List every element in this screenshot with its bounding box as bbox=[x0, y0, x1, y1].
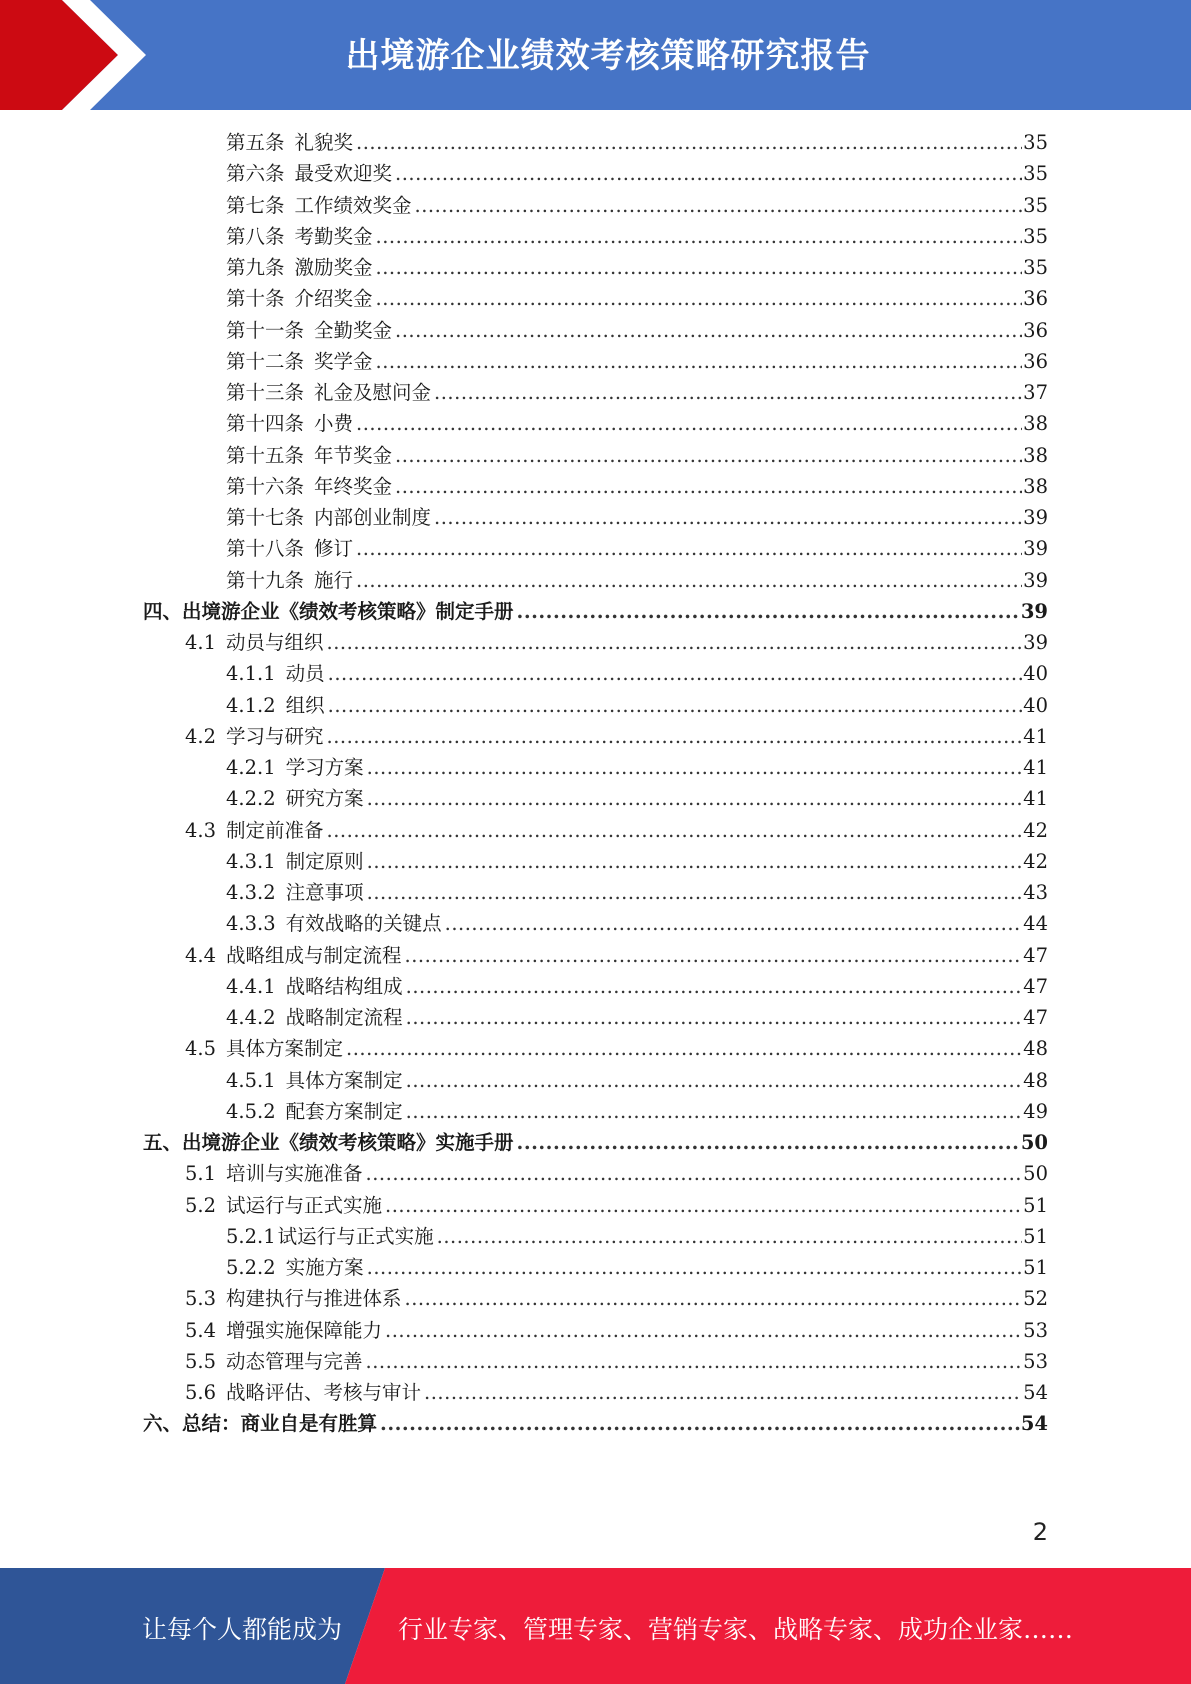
toc-entry-title: 工作绩效奖金 bbox=[294, 194, 412, 217]
toc-entry-title: 学习与研究 bbox=[226, 725, 324, 748]
toc-entry[interactable] bbox=[226, 408, 1048, 439]
toc-entry[interactable] bbox=[226, 1096, 1048, 1127]
toc-entry-number: 4.4.1 bbox=[226, 975, 276, 998]
toc-entry[interactable] bbox=[185, 627, 1048, 658]
toc-entry[interactable] bbox=[226, 471, 1048, 502]
toc-entry[interactable] bbox=[226, 252, 1048, 283]
toc-dot-leader bbox=[434, 502, 1022, 533]
toc-entry-title: 礼金及慰问金 bbox=[314, 381, 432, 404]
toc-dot-leader bbox=[437, 1221, 1023, 1252]
toc-dot-leader bbox=[366, 1346, 1023, 1377]
toc-entry-title: 总结：商业自是有胜算 bbox=[182, 1412, 378, 1435]
toc-entry[interactable] bbox=[226, 377, 1048, 408]
toc-entry[interactable] bbox=[185, 1377, 1048, 1408]
toc-entry-number: 第九条 bbox=[226, 256, 285, 279]
toc-entry[interactable] bbox=[226, 440, 1048, 471]
toc-entry-page: 36 bbox=[1023, 319, 1048, 342]
toc-entry-number: 第十一条 bbox=[226, 319, 305, 342]
toc-entry[interactable] bbox=[226, 658, 1048, 689]
toc-entry-page: 42 bbox=[1023, 850, 1048, 873]
toc-entry[interactable] bbox=[226, 1252, 1048, 1283]
footer-slogan-left: 让每个人都能成为 bbox=[142, 1615, 343, 1644]
toc-entry-page: 35 bbox=[1023, 225, 1048, 248]
toc-entry-title: 礼貌奖 bbox=[294, 131, 354, 154]
toc-entry-number: 5.2 bbox=[185, 1194, 217, 1217]
toc-entry-page: 35 bbox=[1023, 256, 1048, 279]
toc-entry-page: 40 bbox=[1023, 662, 1048, 685]
toc-entry-number: 4.4.2 bbox=[226, 1006, 276, 1029]
toc-entry-page: 53 bbox=[1023, 1350, 1048, 1373]
toc-entry-title: 介绍奖金 bbox=[294, 287, 373, 310]
toc-entry-title: 组织 bbox=[285, 694, 325, 717]
toc-entry-page: 48 bbox=[1023, 1037, 1048, 1060]
toc-entry-number: 5.5 bbox=[185, 1350, 217, 1373]
toc-dot-leader bbox=[405, 940, 1023, 971]
toc-dot-leader bbox=[376, 346, 1023, 377]
toc-entry[interactable] bbox=[226, 565, 1048, 596]
toc-entry-page: 38 bbox=[1023, 444, 1048, 467]
toc-entry[interactable] bbox=[226, 783, 1048, 814]
toc-entry-page: 38 bbox=[1023, 412, 1048, 435]
toc-dot-leader bbox=[356, 533, 1022, 564]
toc-entry-title: 战略结构组成 bbox=[285, 975, 403, 998]
toc-entry-title: 战略制定流程 bbox=[285, 1006, 403, 1029]
toc-entry-page: 54 bbox=[1020, 1412, 1048, 1435]
toc-dot-leader bbox=[406, 1096, 1023, 1127]
toc-entry[interactable] bbox=[185, 1158, 1048, 1189]
toc-dot-leader bbox=[327, 627, 1023, 658]
page-number: 2 bbox=[1032, 1518, 1048, 1546]
toc-entry-title: 有效战略的关键点 bbox=[285, 912, 442, 935]
toc-dot-leader bbox=[395, 440, 1022, 471]
toc-entry-page: 38 bbox=[1023, 475, 1048, 498]
toc-entry-title: 动员与组织 bbox=[226, 631, 324, 654]
toc-entry[interactable] bbox=[185, 1283, 1048, 1314]
toc-entry-page: 51 bbox=[1023, 1256, 1048, 1279]
toc-entry-number: 4.2.1 bbox=[226, 756, 276, 779]
toc-entry-number: 第十七条 bbox=[226, 506, 305, 529]
toc-entry-number: 第八条 bbox=[226, 225, 285, 248]
toc-entry[interactable] bbox=[226, 690, 1048, 721]
toc-entry-page: 51 bbox=[1023, 1225, 1048, 1248]
toc-entry-number: 六、 bbox=[143, 1412, 183, 1435]
toc-entry-page: 35 bbox=[1023, 162, 1048, 185]
toc-entry[interactable] bbox=[185, 1190, 1048, 1221]
toc-entry-number: 4.1.1 bbox=[226, 662, 276, 685]
toc-entry[interactable] bbox=[226, 1002, 1048, 1033]
toc-entry[interactable] bbox=[143, 596, 1048, 627]
toc-entry-page: 43 bbox=[1023, 881, 1048, 904]
toc-dot-leader bbox=[367, 846, 1023, 877]
toc-entry[interactable] bbox=[226, 502, 1048, 533]
toc-dot-leader bbox=[376, 221, 1023, 252]
toc-entry-page: 48 bbox=[1023, 1069, 1048, 1092]
toc-dot-leader bbox=[327, 721, 1023, 752]
toc-entry[interactable] bbox=[226, 971, 1048, 1002]
toc-entry-page: 41 bbox=[1023, 787, 1048, 810]
toc-entry[interactable] bbox=[185, 1315, 1048, 1346]
toc-entry-title: 培训与实施准备 bbox=[226, 1162, 363, 1185]
toc-entry-page: 39 bbox=[1020, 600, 1048, 623]
toc-entry[interactable] bbox=[226, 158, 1048, 189]
toc-dot-leader bbox=[415, 190, 1023, 221]
toc-entry-title: 最受欢迎奖 bbox=[294, 162, 393, 185]
toc-entry-number: 4.1.2 bbox=[226, 694, 276, 717]
toc-entry-title: 试运行与正式实施 bbox=[226, 1194, 383, 1217]
toc-entry[interactable] bbox=[226, 315, 1048, 346]
toc-dot-leader bbox=[356, 565, 1022, 596]
toc-dot-leader bbox=[356, 408, 1022, 439]
toc-entry-page: 39 bbox=[1023, 569, 1048, 592]
toc-entry-title: 制定前准备 bbox=[226, 819, 324, 842]
toc-entry-page: 37 bbox=[1023, 381, 1048, 404]
toc-entry-page: 47 bbox=[1023, 944, 1048, 967]
toc-entry[interactable] bbox=[185, 1033, 1048, 1064]
toc-entry-number: 第十六条 bbox=[226, 475, 305, 498]
toc-entry-number: 4.3.2 bbox=[226, 881, 276, 904]
toc-entry-title: 构建执行与推进体系 bbox=[226, 1287, 402, 1310]
toc-entry-number: 5.4 bbox=[185, 1319, 217, 1342]
footer-slogan-right: 行业专家、管理专家、营销专家、战略专家、成功企业家…… bbox=[398, 1615, 1074, 1644]
toc-entry-page: 40 bbox=[1023, 694, 1048, 717]
toc-dot-leader bbox=[517, 596, 1020, 627]
toc-entry-title: 研究方案 bbox=[285, 787, 364, 810]
toc-entry-title: 战略评估、考核与审计 bbox=[226, 1381, 422, 1404]
toc-entry[interactable] bbox=[185, 940, 1048, 971]
toc-entry-number: 4.2 bbox=[185, 725, 217, 748]
toc-entry-number: 第十条 bbox=[226, 287, 285, 310]
toc-entry-page: 35 bbox=[1023, 131, 1048, 154]
toc-entry-title: 激励奖金 bbox=[294, 256, 373, 279]
toc-dot-leader bbox=[445, 908, 1023, 939]
toc-entry[interactable] bbox=[226, 752, 1048, 783]
toc-dot-leader bbox=[395, 315, 1022, 346]
toc-entry-number: 第七条 bbox=[226, 194, 285, 217]
toc-entry-page: 35 bbox=[1023, 194, 1048, 217]
toc-dot-leader bbox=[380, 1408, 1020, 1439]
toc-entry-page: 39 bbox=[1023, 631, 1048, 654]
toc-entry-page: 49 bbox=[1023, 1100, 1048, 1123]
toc-entry-title: 年终奖金 bbox=[314, 475, 393, 498]
toc-dot-leader bbox=[376, 283, 1023, 314]
toc-dot-leader bbox=[356, 127, 1022, 158]
toc-entry[interactable] bbox=[226, 908, 1048, 939]
toc-entry-page: 41 bbox=[1023, 756, 1048, 779]
toc-entry-page: 47 bbox=[1023, 975, 1048, 998]
toc-entry-title: 出境游企业《绩效考核策略》实施手册 bbox=[182, 1131, 514, 1154]
toc-entry-number: 5.2.2 bbox=[226, 1256, 276, 1279]
toc-entry[interactable] bbox=[185, 721, 1048, 752]
page-header bbox=[0, 0, 1191, 110]
toc-dot-leader bbox=[434, 377, 1022, 408]
toc-entry-number: 4.3 bbox=[185, 819, 217, 842]
toc-entry-number: 4.1 bbox=[185, 631, 217, 654]
toc-dot-leader bbox=[327, 815, 1023, 846]
toc-entry-page: 50 bbox=[1023, 1162, 1048, 1185]
toc-entry-title: 配套方案制定 bbox=[285, 1100, 403, 1123]
toc-entry-title: 奖学金 bbox=[314, 350, 373, 373]
toc-dot-leader bbox=[366, 1158, 1023, 1189]
toc-entry-title: 考勤奖金 bbox=[294, 225, 373, 248]
toc-entry-number: 第十五条 bbox=[226, 444, 305, 467]
toc-entry[interactable] bbox=[185, 1346, 1048, 1377]
toc-entry-title: 战略组成与制定流程 bbox=[226, 944, 402, 967]
toc-entry-page: 50 bbox=[1020, 1131, 1048, 1154]
toc-entry-title: 年节奖金 bbox=[314, 444, 393, 467]
toc-dot-leader bbox=[395, 158, 1022, 189]
toc-dot-leader bbox=[328, 658, 1023, 689]
toc-entry-page: 41 bbox=[1023, 725, 1048, 748]
toc-entry-number: 5.1 bbox=[185, 1162, 217, 1185]
toc-entry-number: 5.2.1 bbox=[226, 1225, 276, 1248]
toc-entry-number: 第十二条 bbox=[226, 350, 305, 373]
toc-entry-title: 实施方案 bbox=[285, 1256, 364, 1279]
toc-entry[interactable] bbox=[226, 877, 1048, 908]
toc-entry-title: 具体方案制定 bbox=[226, 1037, 344, 1060]
toc-dot-leader bbox=[346, 1033, 1022, 1064]
toc-entry-number: 第十四条 bbox=[226, 412, 305, 435]
toc-dot-leader bbox=[424, 1377, 1022, 1408]
toc-entry-page: 36 bbox=[1023, 350, 1048, 373]
toc-dot-leader bbox=[367, 1252, 1023, 1283]
toc-dot-leader bbox=[406, 971, 1023, 1002]
toc-entry[interactable] bbox=[226, 1221, 1048, 1252]
toc-entry[interactable] bbox=[143, 1127, 1048, 1158]
toc-entry-page: 39 bbox=[1023, 506, 1048, 529]
toc-entry-title: 试运行与正式实施 bbox=[277, 1225, 434, 1248]
toc-dot-leader bbox=[395, 471, 1022, 502]
toc-entry-number: 5.3 bbox=[185, 1287, 217, 1310]
toc-entry[interactable] bbox=[226, 127, 1048, 158]
toc-entry-title: 修订 bbox=[314, 537, 354, 560]
toc-entry-number: 4.5.1 bbox=[226, 1069, 276, 1092]
toc-entry[interactable] bbox=[226, 346, 1048, 377]
toc-entry-number: 4.3.1 bbox=[226, 850, 276, 873]
toc-entry-title: 学习方案 bbox=[285, 756, 364, 779]
toc-entry[interactable] bbox=[226, 190, 1048, 221]
toc-dot-leader bbox=[406, 1065, 1023, 1096]
toc-dot-leader bbox=[328, 690, 1023, 721]
toc-dot-leader bbox=[406, 1002, 1023, 1033]
toc-entry-title: 内部创业制度 bbox=[314, 506, 432, 529]
toc-entry[interactable] bbox=[226, 533, 1048, 564]
page-footer bbox=[0, 1568, 1191, 1684]
toc-entry-title: 动态管理与完善 bbox=[226, 1350, 363, 1373]
toc-entry-title: 全勤奖金 bbox=[314, 319, 393, 342]
toc-dot-leader bbox=[367, 877, 1023, 908]
toc-entry-number: 4.2.2 bbox=[226, 787, 276, 810]
toc-entry-number: 5.6 bbox=[185, 1381, 217, 1404]
toc-entry-number: 4.3.3 bbox=[226, 912, 276, 935]
toc-dot-leader bbox=[405, 1283, 1023, 1314]
toc-dot-leader bbox=[367, 783, 1023, 814]
toc-entry-title: 注意事项 bbox=[285, 881, 364, 904]
toc-dot-leader bbox=[385, 1190, 1022, 1221]
toc-entry-number: 第五条 bbox=[226, 131, 285, 154]
toc-entry-page: 52 bbox=[1023, 1287, 1048, 1310]
toc-entry-title: 小费 bbox=[314, 412, 354, 435]
toc-dot-leader bbox=[385, 1315, 1022, 1346]
toc-entry[interactable] bbox=[226, 846, 1048, 877]
toc-entry[interactable] bbox=[226, 1065, 1048, 1096]
toc-entry-number: 4.5 bbox=[185, 1037, 217, 1060]
toc-entry-title: 制定原则 bbox=[285, 850, 364, 873]
toc-entry-page: 47 bbox=[1023, 1006, 1048, 1029]
toc-entry-page: 51 bbox=[1023, 1194, 1048, 1217]
toc-entry-title: 具体方案制定 bbox=[285, 1069, 403, 1092]
toc-entry[interactable] bbox=[143, 1408, 1048, 1439]
toc-entry-number: 4.4 bbox=[185, 944, 217, 967]
toc-entry[interactable] bbox=[226, 221, 1048, 252]
toc-dot-leader bbox=[376, 252, 1023, 283]
toc-entry-number: 第十九条 bbox=[226, 569, 305, 592]
toc-entry-number: 第十三条 bbox=[226, 381, 305, 404]
toc-entry-page: 36 bbox=[1023, 287, 1048, 310]
toc-entry-number: 第十八条 bbox=[226, 537, 305, 560]
toc-entry-page: 53 bbox=[1023, 1319, 1048, 1342]
toc-entry-page: 54 bbox=[1023, 1381, 1048, 1404]
toc-entry-number: 4.5.2 bbox=[226, 1100, 276, 1123]
toc-entry-page: 42 bbox=[1023, 819, 1048, 842]
toc-entry-title: 动员 bbox=[285, 662, 325, 685]
toc-entry-page: 44 bbox=[1023, 912, 1048, 935]
toc-entry-title: 施行 bbox=[314, 569, 354, 592]
toc-dot-leader bbox=[367, 752, 1023, 783]
toc-entry[interactable] bbox=[185, 815, 1048, 846]
toc-entry-number: 五、 bbox=[143, 1131, 183, 1154]
toc-entry-number: 四、 bbox=[143, 600, 183, 623]
toc-entry-title: 增强实施保障能力 bbox=[226, 1319, 383, 1342]
toc-entry-title: 出境游企业《绩效考核策略》制定手册 bbox=[182, 600, 514, 623]
toc-entry-number: 第六条 bbox=[226, 162, 285, 185]
toc-entry[interactable] bbox=[226, 283, 1048, 314]
document-title: 出境游企业绩效考核策略研究报告 bbox=[345, 36, 871, 76]
toc-entry-page: 39 bbox=[1023, 537, 1048, 560]
toc-dot-leader bbox=[517, 1127, 1020, 1158]
